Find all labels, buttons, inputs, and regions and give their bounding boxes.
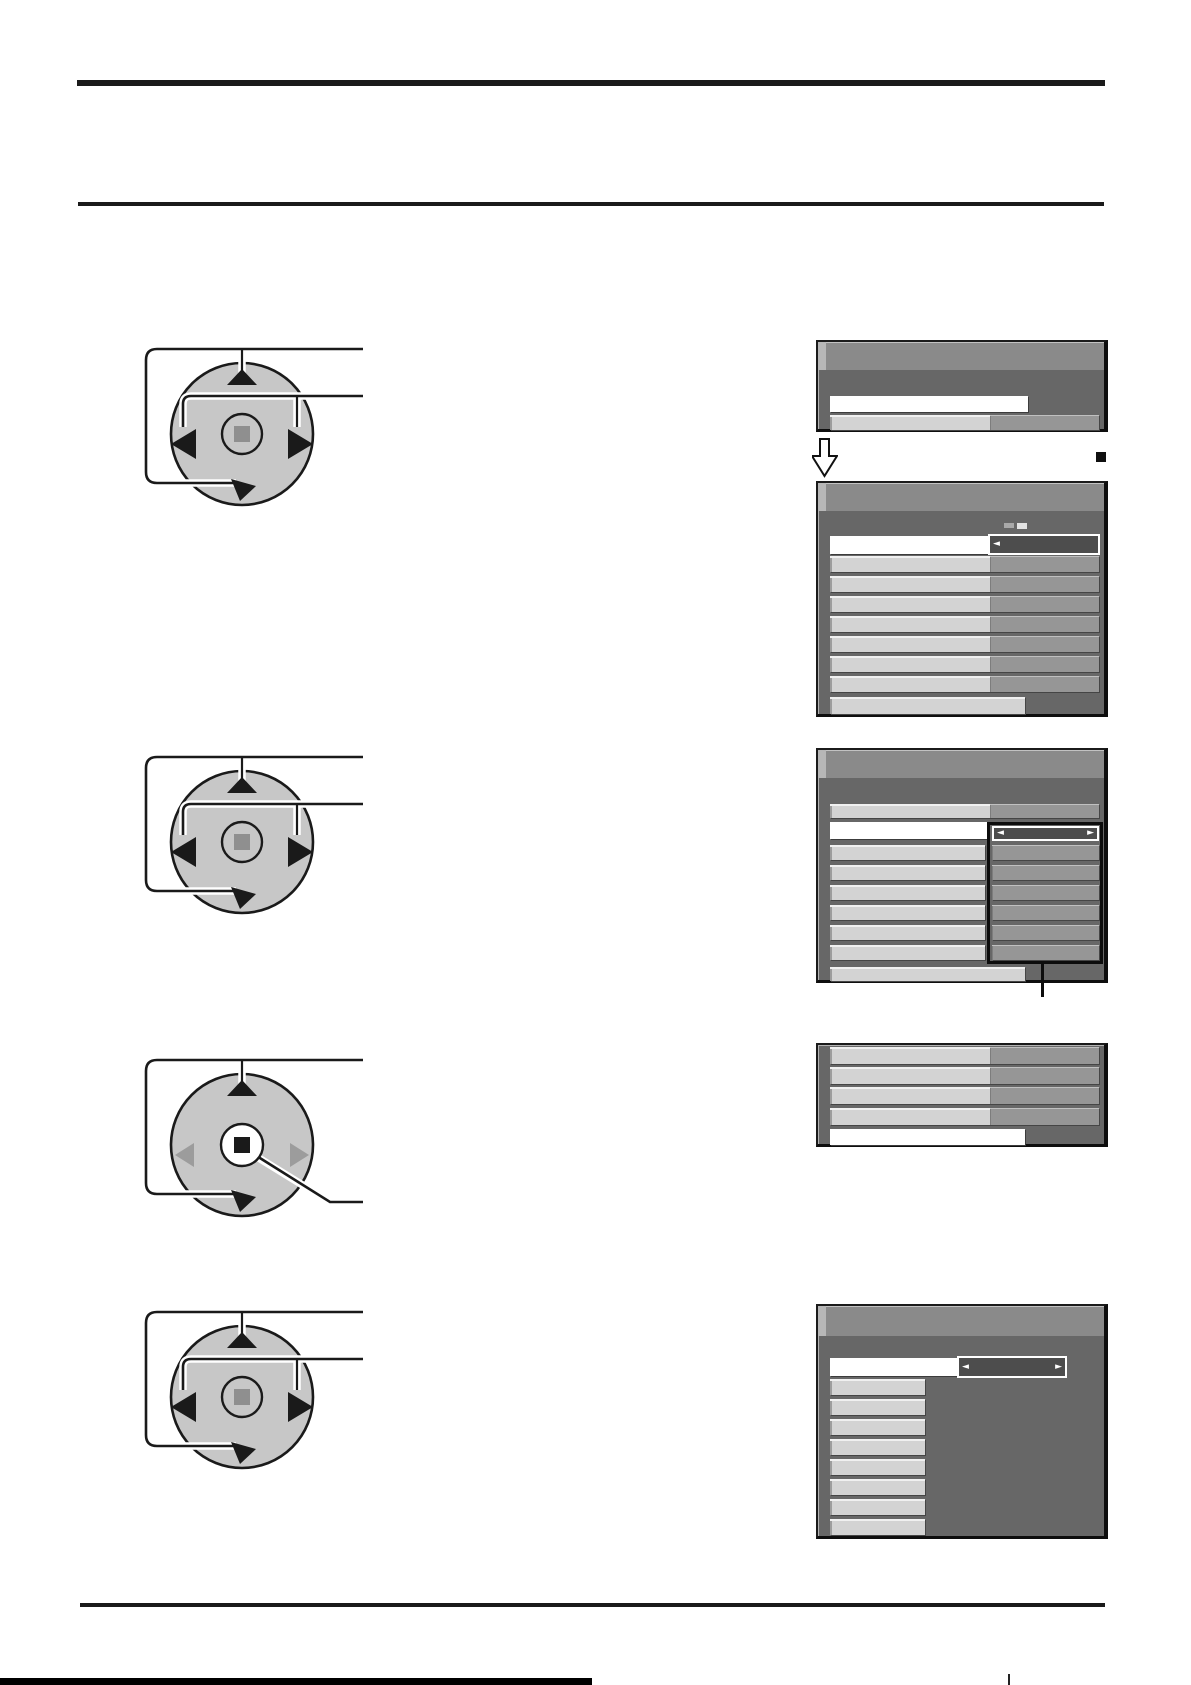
item-value-cell (990, 1067, 1099, 1084)
enter-square-icon (1096, 452, 1106, 462)
item-label-cell (830, 636, 990, 652)
center-square (234, 1389, 250, 1405)
dpad-diagram-1 (130, 340, 370, 515)
value-column-highlight-box (987, 822, 1103, 964)
menu-header-band (818, 342, 1104, 370)
item-value-cell (990, 415, 1099, 430)
item-label-cell (830, 576, 990, 592)
item-value-cell (990, 636, 1099, 652)
item-label-cell (830, 676, 990, 692)
list-button (830, 1439, 925, 1455)
footer-bar (0, 1678, 592, 1685)
list-button (830, 1379, 925, 1395)
center-square (234, 426, 250, 442)
page-indicator-dash (1017, 523, 1027, 529)
item-value-cell (990, 804, 1099, 818)
left-arrow-glyph: ◄ (993, 539, 1000, 549)
right-arrow-glyph: ► (1087, 828, 1094, 838)
osd-menu-screenshot-3 (816, 748, 1108, 983)
item-label-cell (830, 556, 990, 572)
osd-menu-screenshot-2 (816, 481, 1108, 717)
section-rule (78, 202, 1104, 206)
menu-header-band (818, 750, 1104, 778)
menu-header-band (818, 483, 1104, 511)
item-label-cell (830, 905, 985, 920)
item-value-cell (990, 1047, 1099, 1064)
osd-menu-screenshot-4 (816, 1043, 1108, 1147)
osd-menu-screenshot-5 (816, 1304, 1108, 1539)
list-button (830, 1479, 925, 1495)
item-label-cell (830, 804, 990, 818)
selected-item-row (830, 396, 1028, 412)
item-label-cell (830, 596, 990, 612)
menu-header-band (818, 1306, 1104, 1336)
center-square-active (234, 1137, 250, 1153)
list-button (830, 1459, 925, 1475)
item-label-cell (830, 1047, 990, 1064)
selected-item-row (830, 822, 987, 839)
dpad-diagram-2 (130, 748, 370, 923)
dpad-diagram-4 (130, 1303, 370, 1478)
list-button (830, 1419, 925, 1435)
value-column-callout-line (1041, 962, 1044, 997)
dpad-diagram-3 (130, 1051, 370, 1226)
bottom-rule (80, 1603, 1105, 1607)
list-button (830, 1519, 925, 1535)
center-square (234, 834, 250, 850)
item-label-cell (830, 945, 985, 960)
item-label-cell (830, 415, 990, 430)
item-label-cell (830, 845, 985, 860)
item-label-cell (830, 1087, 990, 1104)
item-label-cell (830, 1108, 990, 1125)
item-value-cell (990, 656, 1099, 672)
item-label-cell (830, 1067, 990, 1084)
item-value-cell (990, 676, 1099, 692)
list-button (830, 1399, 925, 1415)
selected-normalize-row (830, 1129, 1025, 1145)
item-value-cell (990, 1087, 1099, 1104)
item-value-cell (990, 596, 1099, 612)
osd-menu-screenshot-1 (816, 340, 1108, 432)
item-value-cell (990, 556, 1099, 572)
footer-tick (1008, 1674, 1010, 1685)
item-label-cell (830, 656, 990, 672)
normalize-button-row (830, 697, 1025, 714)
value-field (988, 534, 1100, 555)
item-value-cell (990, 1108, 1099, 1125)
value-field (957, 1356, 1067, 1378)
left-arrow-glyph: ◄ (962, 1361, 969, 1372)
item-value-cell (990, 616, 1099, 632)
top-rule (77, 80, 1105, 86)
item-value-cell (990, 576, 1099, 592)
selected-item-row (830, 1358, 957, 1376)
right-arrow-glyph: ► (1055, 1361, 1062, 1372)
page-indicator-dash (1004, 523, 1014, 528)
item-label-cell (830, 616, 990, 632)
normalize-button-row (830, 967, 1025, 981)
item-label-cell (830, 865, 985, 880)
item-label-cell (830, 885, 985, 900)
proceed-down-arrow-icon (812, 438, 838, 478)
item-label-cell (830, 925, 985, 940)
selected-item-row (830, 536, 988, 554)
list-button (830, 1499, 925, 1515)
left-arrow-glyph: ◄ (997, 828, 1004, 838)
